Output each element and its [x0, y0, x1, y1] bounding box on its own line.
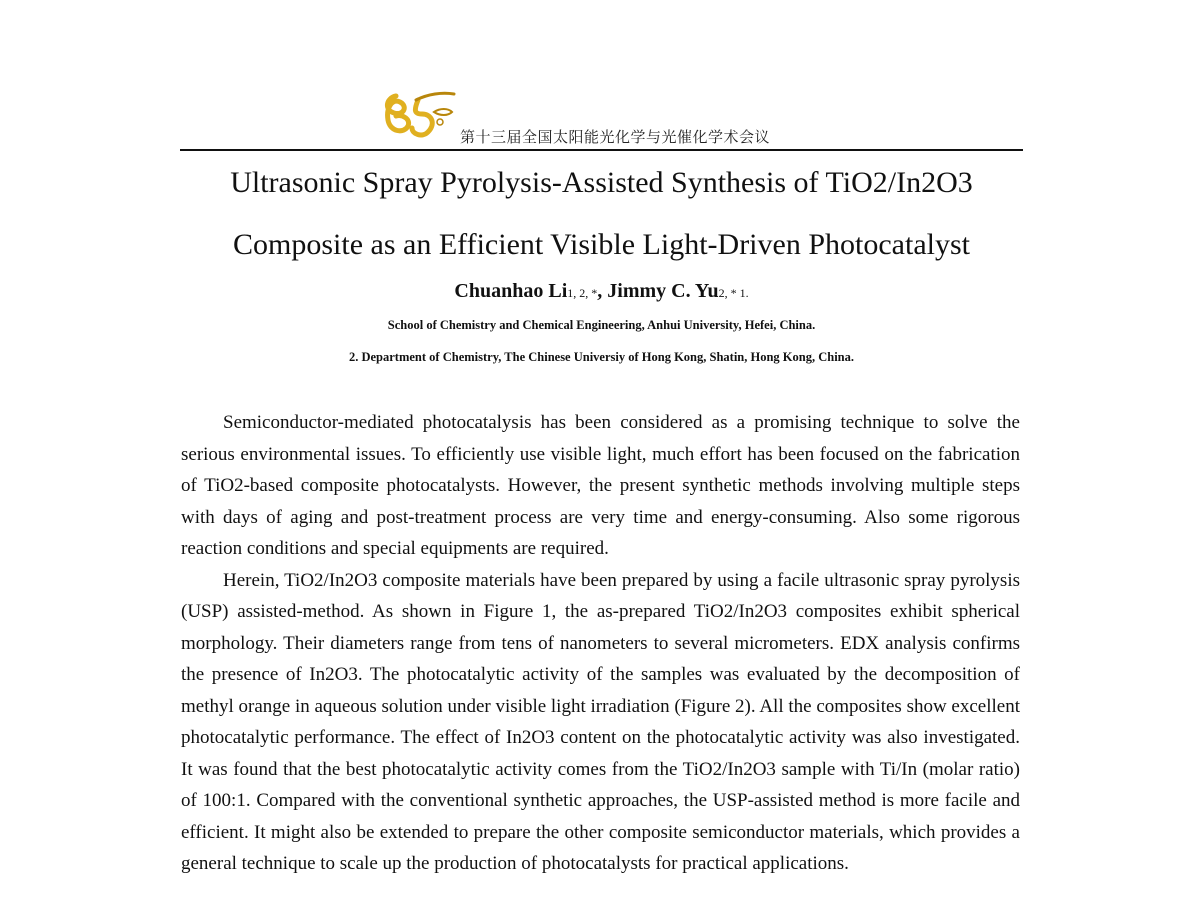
author-marks-1: 1, 2, *	[567, 286, 598, 300]
paper-title-line-1: Ultrasonic Spray Pyrolysis-Assisted Synthesis of TiO2/In2O3	[230, 166, 973, 199]
author-name-1: Chuanhao Li	[454, 280, 568, 302]
paper-title-line-2: Composite as an Efficient Visible Light-Driven Photocatalyst	[233, 228, 970, 261]
anniversary-logo-icon	[378, 86, 458, 140]
affiliation-2: 2. Department of Chemistry, The Chinese Universiy of Hong Kong, Shatin, Hong Kong, China.	[348, 350, 855, 364]
abstract-paragraph-2: Herein, TiO2/In2O3 composite materials have been prepared by using a facile ultrasonic spray pyrolysis (USP) assisted-method. As shown in Figure 1, the as-prepared TiO2/In2O3 composites exhibit spherical morphology. Their diameters range from tens of nanometers to several micrometers. EDX analysis confirms the presence of In2O3. The photocatalytic activity of the samples was evaluated by the decomposition of methyl orange in aqueous solution under visible light irradiation (Figure 2). All the composites show excellent photocatalytic performance. The effect of In2O3 content on the photocatalytic activity was also investigated. It was found that the best photocatalytic activity comes from the TiO2/In2O3 sample with Ti/In (molar ratio) of 100:1. Compared with the conventional synthetic approaches, the USP-assisted method is more facile and efficient. It might also be extended to prepare the other composite semiconductor materials, which provides a general technique to scale up the production of photocatalysts for practical applications.	[181, 569, 1021, 874]
author-marks-2: 2, * 1.	[718, 286, 749, 300]
header-rule	[180, 149, 1023, 151]
abstract-body	[181, 407, 1020, 880]
conference-header: 第十三届全国太阳能光化学与光催化学术会议	[460, 128, 771, 146]
author-list	[180, 280, 1023, 303]
author-separator: ,	[597, 280, 603, 302]
affiliation-1: School of Chemistry and Chemical Engineering, Anhui University, Hefei, China.	[387, 318, 816, 332]
abstract-paragraph-1: Semiconductor-mediated photocatalysis has been considered as a promising technique to solve the serious environmental issues. To efficiently use visible light, much effort has been focused on the fabrication of TiO2-based composite photocatalysts. However, the present synthetic methods involving multiple steps with days of aging and post-treatment process are very time and energy-consuming. Also some rigorous reaction conditions and special equipments are required.	[181, 412, 1020, 559]
author-name-2: Jimmy C. Yu	[607, 280, 719, 302]
